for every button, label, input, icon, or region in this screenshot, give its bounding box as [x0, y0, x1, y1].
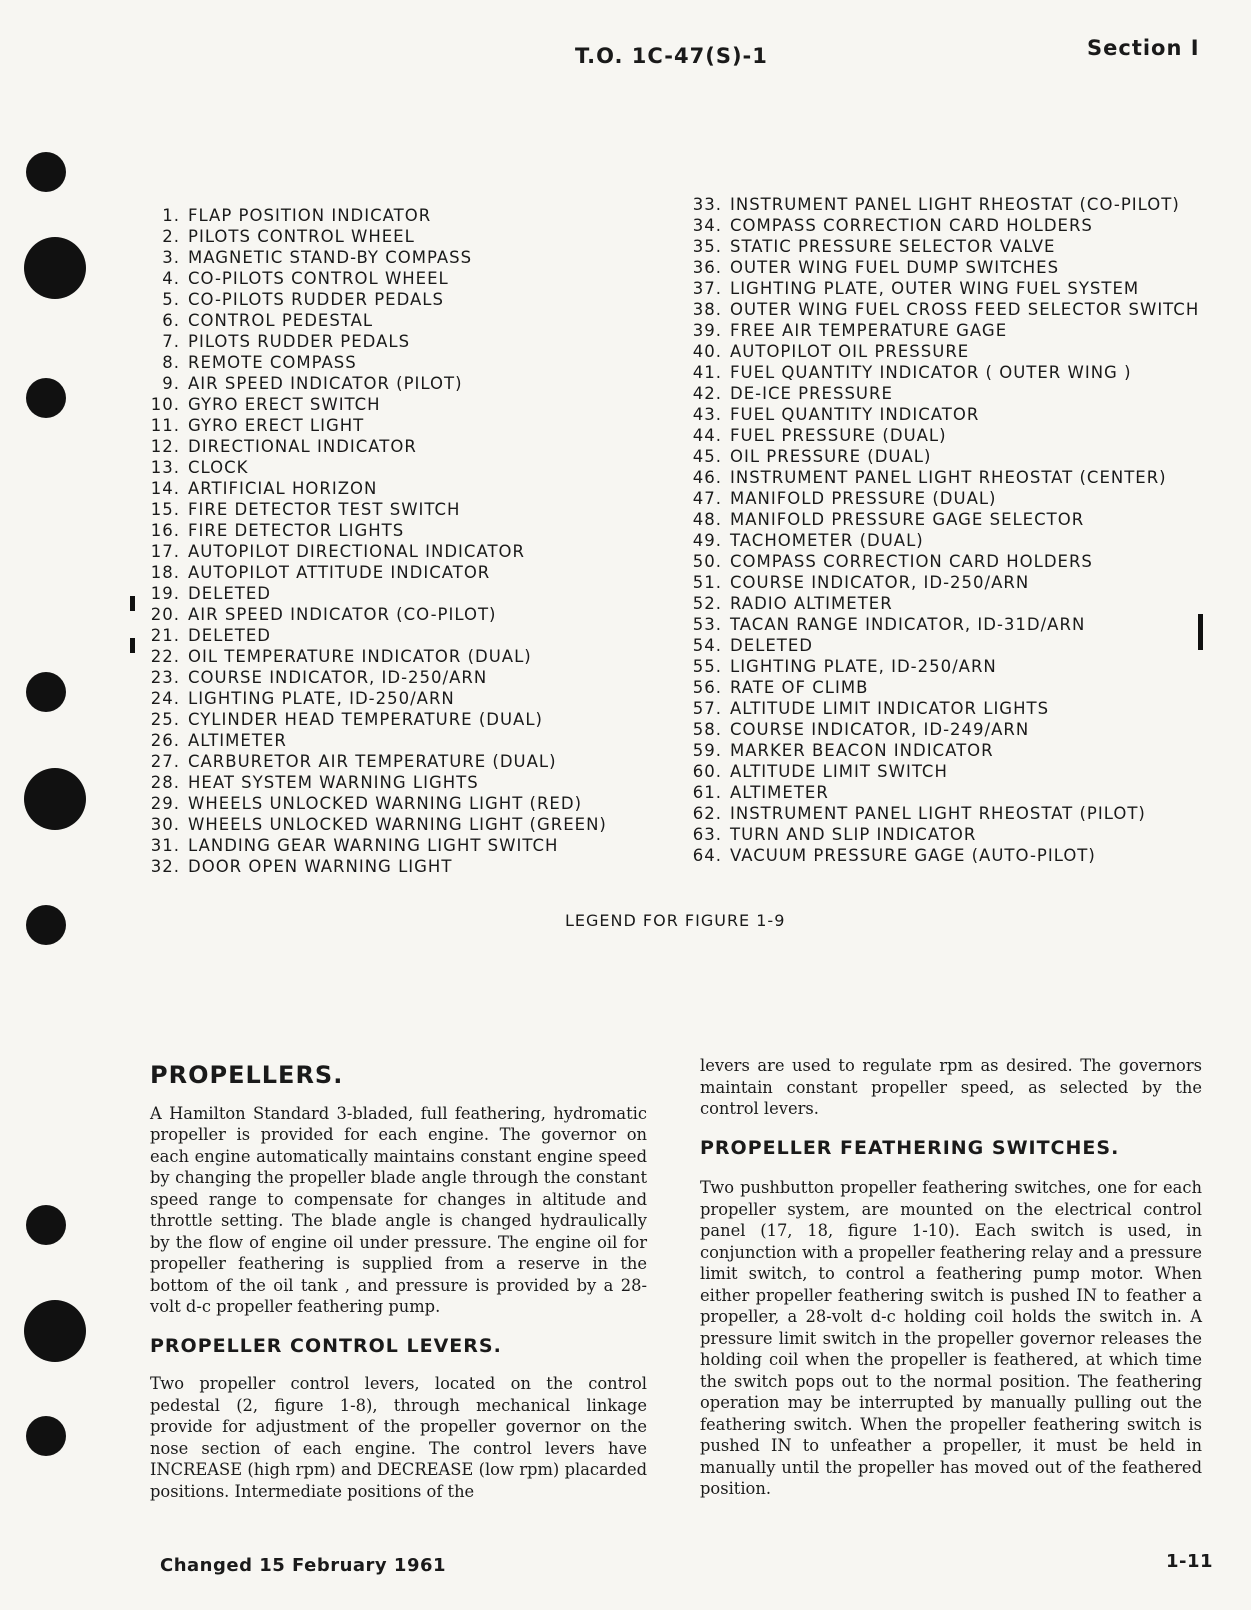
legend-item: [688, 425, 1199, 446]
legend-item-number: 24.: [150, 689, 180, 708]
legend-item-label: RATE OF CLIMB: [730, 678, 869, 697]
legend-item: [146, 373, 607, 394]
legend-item-label: FLAP POSITION INDICATOR: [188, 206, 432, 225]
legend-item-label: COMPASS CORRECTION CARD HOLDERS: [730, 552, 1093, 571]
legend-item: [688, 635, 1199, 656]
legend-item: [688, 488, 1199, 509]
legend-item: [688, 467, 1199, 488]
legend-item-number: 31.: [150, 836, 180, 855]
legend-item: [146, 205, 607, 226]
legend-item-label: CLOCK: [188, 458, 249, 477]
legend-item-label: COURSE INDICATOR, ID-249/ARN: [730, 720, 1030, 739]
legend-item-number: 28.: [150, 773, 180, 792]
legend-item-label: INSTRUMENT PANEL LIGHT RHEOSTAT (PILOT): [730, 804, 1146, 823]
legend-item-label: ALTITUDE LIMIT SWITCH: [730, 762, 948, 781]
legend-item-label: AUTOPILOT DIRECTIONAL INDICATOR: [188, 542, 525, 561]
legend-item: [146, 352, 607, 373]
legend-item-label: DIRECTIONAL INDICATOR: [188, 437, 417, 456]
legend-item-number: 43.: [692, 405, 722, 424]
legend-item-number: 38.: [692, 300, 722, 319]
control-levers-heading: PROPELLER CONTROL LEVERS.: [150, 1334, 502, 1357]
feathering-switches-heading: PROPELLER FEATHERING SWITCHES.: [700, 1136, 1120, 1159]
legend-item-label: TURN AND SLIP INDICATOR: [730, 825, 977, 844]
change-bar: [130, 596, 135, 611]
legend-item: [146, 793, 607, 814]
legend-item-number: 4.: [162, 269, 180, 288]
legend-item-number: 18.: [150, 563, 180, 582]
legend-item: [688, 824, 1199, 845]
legend-item: [688, 803, 1199, 824]
binder-hole: [24, 1300, 86, 1362]
binder-hole: [26, 1416, 66, 1456]
legend-item-number: 60.: [692, 762, 722, 781]
legend-item: [146, 625, 607, 646]
legend-item-number: 49.: [692, 531, 722, 550]
legend-item-number: 10.: [150, 395, 180, 414]
legend-item: [146, 562, 607, 583]
legend-item-number: 50.: [692, 552, 722, 571]
legend-item-label: DOOR OPEN WARNING LIGHT: [188, 857, 453, 876]
legend-item-label: FIRE DETECTOR LIGHTS: [188, 521, 405, 540]
legend-item: [146, 331, 607, 352]
legend-item-label: PILOTS CONTROL WHEEL: [188, 227, 415, 246]
legend-item: [146, 688, 607, 709]
page-number: 1-11: [1166, 1551, 1214, 1572]
legend-item: [146, 499, 607, 520]
legend-item-number: 64.: [692, 846, 722, 865]
legend-item-label: OIL TEMPERATURE INDICATOR (DUAL): [188, 647, 532, 666]
legend-item: [688, 320, 1199, 341]
legend-item: [688, 509, 1199, 530]
legend-item: [146, 541, 607, 562]
legend-item-number: 26.: [150, 731, 180, 750]
legend-item-label: GYRO ERECT LIGHT: [188, 416, 365, 435]
legend-item-number: 58.: [692, 720, 722, 739]
legend-item-number: 6.: [162, 311, 180, 330]
legend-item-label: MARKER BEACON INDICATOR: [730, 741, 994, 760]
legend-item-number: 59.: [692, 741, 722, 760]
propellers-heading: PROPELLERS.: [150, 1061, 344, 1089]
legend-item: [146, 415, 607, 436]
legend-item: [688, 845, 1199, 866]
legend-item-number: 1.: [162, 206, 180, 225]
legend-item: [688, 656, 1199, 677]
legend-item: [688, 404, 1199, 425]
legend-item-label: CO-PILOTS CONTROL WHEEL: [188, 269, 449, 288]
legend-item: [688, 299, 1199, 320]
legend-item-label: AIR SPEED INDICATOR (CO-PILOT): [188, 605, 497, 624]
legend-item-number: 19.: [150, 584, 180, 603]
legend-item-number: 20.: [150, 605, 180, 624]
legend-item-number: 30.: [150, 815, 180, 834]
legend-item-label: DELETED: [730, 636, 813, 655]
legend-item-number: 47.: [692, 489, 722, 508]
legend-item: [688, 236, 1199, 257]
binder-hole: [26, 152, 66, 192]
legend-item-number: 3.: [162, 248, 180, 267]
legend-item-label: RADIO ALTIMETER: [730, 594, 893, 613]
control-levers-paragraph-continued: levers are used to regulate rpm as desired. The governors maintain constant propeller speed, as selected by the control levers.: [700, 1056, 1202, 1118]
legend-item-label: CYLINDER HEAD TEMPERATURE (DUAL): [188, 710, 543, 729]
legend-item-number: 14.: [150, 479, 180, 498]
legend-item-label: TACHOMETER (DUAL): [730, 531, 924, 550]
legend-item-number: 54.: [692, 636, 722, 655]
legend-item-label: LIGHTING PLATE, ID-250/ARN: [188, 689, 455, 708]
legend-item-number: 22.: [150, 647, 180, 666]
legend-item-label: COURSE INDICATOR, ID-250/ARN: [730, 573, 1030, 592]
legend-item-number: 53.: [692, 615, 722, 634]
legend-item: [688, 740, 1199, 761]
legend-item-number: 16.: [150, 521, 180, 540]
legend-item-number: 63.: [692, 825, 722, 844]
legend-item: [146, 247, 607, 268]
legend-item: [146, 478, 607, 499]
legend-item-label: LIGHTING PLATE, OUTER WING FUEL SYSTEM: [730, 279, 1140, 298]
legend-item-label: CO-PILOTS RUDDER PEDALS: [188, 290, 444, 309]
legend-item-number: 11.: [150, 416, 180, 435]
legend-item: [688, 593, 1199, 614]
legend-item-number: 25.: [150, 710, 180, 729]
legend-item: [146, 310, 607, 331]
legend-item-label: DELETED: [188, 626, 271, 645]
legend-item-label: COURSE INDICATOR, ID-250/ARN: [188, 668, 488, 687]
legend-item: [146, 289, 607, 310]
legend-item-label: FREE AIR TEMPERATURE GAGE: [730, 321, 1008, 340]
legend-item-label: ARTIFICIAL HORIZON: [188, 479, 378, 498]
legend-item-label: WHEELS UNLOCKED WARNING LIGHT (RED): [188, 794, 583, 813]
left-text-column: [150, 1061, 647, 1502]
legend-item-number: 44.: [692, 426, 722, 445]
doc-number: T.O. 1C-47(S)-1: [575, 44, 768, 68]
legend-item-label: MAGNETIC STAND-BY COMPASS: [188, 248, 473, 267]
legend-item: [146, 751, 607, 772]
legend-item-number: 17.: [150, 542, 180, 561]
legend-item-number: 42.: [692, 384, 722, 403]
legend-item-label: ALTIMETER: [730, 783, 829, 802]
legend-item-label: CONTROL PEDESTAL: [188, 311, 374, 330]
legend-item: [146, 520, 607, 541]
legend-item-number: 32.: [150, 857, 180, 876]
legend-item-number: 13.: [150, 458, 180, 477]
legend-item: [688, 194, 1199, 215]
binder-hole: [24, 768, 86, 830]
legend-item: [146, 268, 607, 289]
legend-item-number: 2.: [162, 227, 180, 246]
legend-item-number: 35.: [692, 237, 722, 256]
legend-item: [146, 667, 607, 688]
legend-item-number: 21.: [150, 626, 180, 645]
legend-item-label: AUTOPILOT OIL PRESSURE: [730, 342, 970, 361]
legend-item-number: 36.: [692, 258, 722, 277]
legend-item-label: OUTER WING FUEL DUMP SWITCHES: [730, 258, 1060, 277]
legend-item: [146, 604, 607, 625]
legend-item-label: FIRE DETECTOR TEST SWITCH: [188, 500, 461, 519]
legend-item-number: 41.: [692, 363, 722, 382]
legend-item-number: 37.: [692, 279, 722, 298]
legend-item-label: VACUUM PRESSURE GAGE (AUTO-PILOT): [730, 846, 1096, 865]
legend-item: [688, 278, 1199, 299]
legend-item-number: 12.: [150, 437, 180, 456]
legend-item-number: 56.: [692, 678, 722, 697]
legend-item: [688, 341, 1199, 362]
legend-item-label: FUEL QUANTITY INDICATOR ( OUTER WING ): [730, 363, 1132, 382]
binder-hole: [26, 1205, 66, 1245]
legend-item-label: DELETED: [188, 584, 271, 603]
legend-item-number: 62.: [692, 804, 722, 823]
legend-item-label: MANIFOLD PRESSURE (DUAL): [730, 489, 997, 508]
legend-item: [688, 530, 1199, 551]
legend-item: [146, 730, 607, 751]
legend-item-label: AIR SPEED INDICATOR (PILOT): [188, 374, 463, 393]
legend-item: [688, 551, 1199, 572]
legend-item-label: COMPASS CORRECTION CARD HOLDERS: [730, 216, 1093, 235]
legend-item-label: STATIC PRESSURE SELECTOR VALVE: [730, 237, 1056, 256]
legend-item: [146, 583, 607, 604]
legend-item: [688, 446, 1199, 467]
legend-item-number: 23.: [150, 668, 180, 687]
legend-item-label: HEAT SYSTEM WARNING LIGHTS: [188, 773, 479, 792]
legend-item-number: 55.: [692, 657, 722, 676]
legend-item-number: 46.: [692, 468, 722, 487]
change-bar: [130, 638, 135, 653]
legend-item-number: 33.: [692, 195, 722, 214]
legend-item: [688, 572, 1199, 593]
propellers-paragraph: A Hamilton Standard 3-bladed, full feathering, hydromatic propeller is provided for each engine. The governor on each engine automatically maintains constant engine speed by changing the propeller blade angle through the constant speed range to compensate for changes in altitude and throttle setting. The blade angle is changed hydraulically by the flow of engine oil under pressure. The engine oil for propeller feathering is supplied from a reserve in the bottom of the oil tank , and pressure is provided by a 28-volt d-c propeller feathering pump.: [150, 1103, 647, 1316]
legend-item-label: ALTIMETER: [188, 731, 287, 750]
legend-item: [688, 362, 1199, 383]
legend-item-number: 51.: [692, 573, 722, 592]
legend-item-label: CARBURETOR AIR TEMPERATURE (DUAL): [188, 752, 557, 771]
legend-item-number: 61.: [692, 783, 722, 802]
legend-item-number: 40.: [692, 342, 722, 361]
legend-item-label: OUTER WING FUEL CROSS FEED SELECTOR SWITCH: [730, 300, 1200, 319]
legend-item-label: FUEL QUANTITY INDICATOR: [730, 405, 980, 424]
legend-list-right: [688, 194, 1199, 866]
legend-item: [146, 772, 607, 793]
legend-item: [146, 814, 607, 835]
legend-item-label: REMOTE COMPASS: [188, 353, 357, 372]
legend-item: [146, 457, 607, 478]
legend-item-number: 15.: [150, 500, 180, 519]
legend-item-number: 45.: [692, 447, 722, 466]
binder-hole: [26, 672, 66, 712]
legend-item-number: 34.: [692, 216, 722, 235]
legend-item-label: FUEL PRESSURE (DUAL): [730, 426, 947, 445]
legend-item-number: 57.: [692, 699, 722, 718]
legend-item-number: 39.: [692, 321, 722, 340]
legend-item: [688, 215, 1199, 236]
legend-item-label: TACAN RANGE INDICATOR, ID-31D/ARN: [730, 615, 1086, 634]
legend-item: [688, 383, 1199, 404]
legend-item-label: WHEELS UNLOCKED WARNING LIGHT (GREEN): [188, 815, 607, 834]
legend-item: [688, 614, 1199, 635]
legend-item: [688, 782, 1199, 803]
legend-item-label: GYRO ERECT SWITCH: [188, 395, 381, 414]
feathering-switches-paragraph: Two pushbutton propeller feathering switches, one for each propeller system, are mounted on the electrical control panel (17, 18, figure 1-10). Each switch is used, in conjunction with a propeller feathering relay and a pressure limit switch, to control a feathering pump motor. When either propeller feathering switch is pushed IN to feather a propeller, a 28-volt d-c holding coil holds the switch in. A pressure limit switch in the propeller governor releases the holding coil when the propeller is feathered, at which time the switch pops out to the normal position. The feathering operation may be interrupted by manually pulling out the feathering switch. When the propeller feathering switch is pushed IN to unfeather a propeller, it must be held in manually until the propeller has moved out of the feathered position.: [700, 1178, 1202, 1498]
legend-item-label: PILOTS RUDDER PEDALS: [188, 332, 411, 351]
control-levers-paragraph: Two propeller control levers, located on the control pedestal (2, figure 1-8), through mechanical linkage provide for adjustment of the propeller governor on the nose section of each engine. The control levers have INCREASE (high rpm) and DECREASE (low rpm) placarded positions. Intermediate positions of the: [150, 1374, 647, 1501]
legend-item-number: 48.: [692, 510, 722, 529]
legend-item-label: INSTRUMENT PANEL LIGHT RHEOSTAT (CO-PILOT): [730, 195, 1180, 214]
legend-item: [146, 835, 607, 856]
legend-item-label: DE-ICE PRESSURE: [730, 384, 893, 403]
legend-item: [146, 394, 607, 415]
legend-caption: LEGEND FOR FIGURE 1-9: [565, 911, 786, 930]
binder-hole: [26, 378, 66, 418]
legend-item: [146, 856, 607, 877]
legend-item-number: 8.: [162, 353, 180, 372]
legend-item-label: MANIFOLD PRESSURE GAGE SELECTOR: [730, 510, 1085, 529]
legend-item-number: 29.: [150, 794, 180, 813]
legend-item: [688, 677, 1199, 698]
binder-hole: [24, 237, 86, 299]
legend-item: [146, 709, 607, 730]
legend-item: [146, 436, 607, 457]
binder-hole: [26, 905, 66, 945]
legend-item-label: LIGHTING PLATE, ID-250/ARN: [730, 657, 997, 676]
right-text-column: [700, 1055, 1202, 1500]
legend-item-label: LANDING GEAR WARNING LIGHT SWITCH: [188, 836, 559, 855]
legend-item-number: 52.: [692, 594, 722, 613]
legend-item-number: 9.: [162, 374, 180, 393]
legend-item: [688, 761, 1199, 782]
legend-item: [688, 698, 1199, 719]
legend-item: [688, 719, 1199, 740]
legend-item: [146, 646, 607, 667]
legend-item-number: 5.: [162, 290, 180, 309]
legend-item-number: 7.: [162, 332, 180, 351]
legend-item-label: OIL PRESSURE (DUAL): [730, 447, 932, 466]
legend-item-label: ALTITUDE LIMIT INDICATOR LIGHTS: [730, 699, 1050, 718]
section-label: Section I: [1087, 36, 1200, 60]
legend-item-label: INSTRUMENT PANEL LIGHT RHEOSTAT (CENTER): [730, 468, 1167, 487]
legend-item-label: AUTOPILOT ATTITUDE INDICATOR: [188, 563, 491, 582]
legend-item-number: 27.: [150, 752, 180, 771]
legend-item: [146, 226, 607, 247]
changed-date: Changed 15 February 1961: [160, 1555, 447, 1576]
legend-item: [688, 257, 1199, 278]
legend-list-left: [146, 205, 607, 877]
